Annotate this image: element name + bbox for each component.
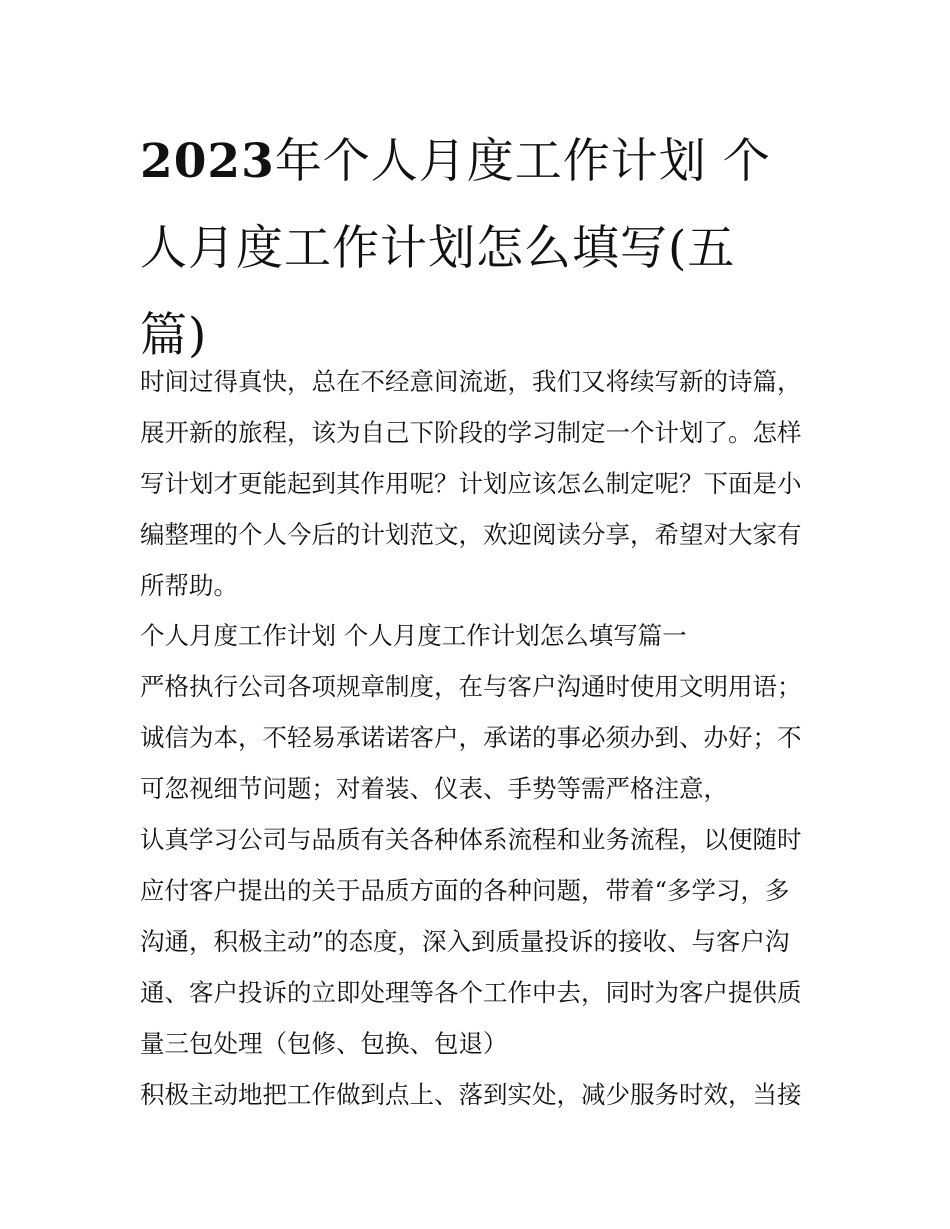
body-line: 所帮助。 — [140, 571, 238, 600]
title-year: 2023 — [140, 134, 275, 189]
body-line: 通、客户投诉的立即处理等各个工作中去，同时为客户提供质 — [140, 978, 802, 1007]
body-line: 积极主动地把工作做到点上、落到实处，减少服务时效，当接 — [140, 1080, 802, 1109]
body-line: 写计划才更能起到其作用呢？计划应该怎么制定呢？下面是小 — [140, 469, 802, 498]
body-line: 认真学习公司与品质有关各种体系流程和业务流程，以便随时 — [140, 825, 802, 854]
body-line: 可忽视细节问题；对着装、仪表、手势等需严格注意， — [140, 774, 728, 803]
body-line: 时间过得真快，总在不经意间流逝，我们又将续写新的诗篇， — [140, 367, 802, 396]
body-line: 应付客户提出的关于品质方面的各种问题，带着“多学习，多 — [140, 876, 790, 905]
title-line-2: 人月度工作计划怎么填写(五 — [140, 221, 736, 276]
body-line: 诚信为本，不轻易承诺诺客户，承诺的事必须办到、办好；不 — [140, 723, 802, 752]
section-heading: 个人月度工作计划 个人月度工作计划怎么填写篇一 — [140, 621, 687, 650]
document-title — [140, 118, 820, 379]
body-line: 展开新的旅程，该为自己下阶段的学习制定一个计划了。怎样 — [140, 418, 802, 447]
body-line: 严格执行公司各项规章制度，在与客户沟通时使用文明用语； — [140, 672, 802, 701]
document-body — [140, 356, 815, 1120]
body-line: 编整理的个人今后的计划范文，欢迎阅读分享，希望对大家有 — [140, 520, 802, 549]
body-line: 量三包处理（包修、包换、包退） — [140, 1029, 508, 1058]
body-line: 沟通，积极主动”的态度，深入到质量投诉的接收、与客户沟 — [140, 927, 790, 956]
title-line-3: 篇) — [140, 308, 208, 363]
title-line-1: 年个人月度工作计划 个 — [274, 134, 771, 189]
